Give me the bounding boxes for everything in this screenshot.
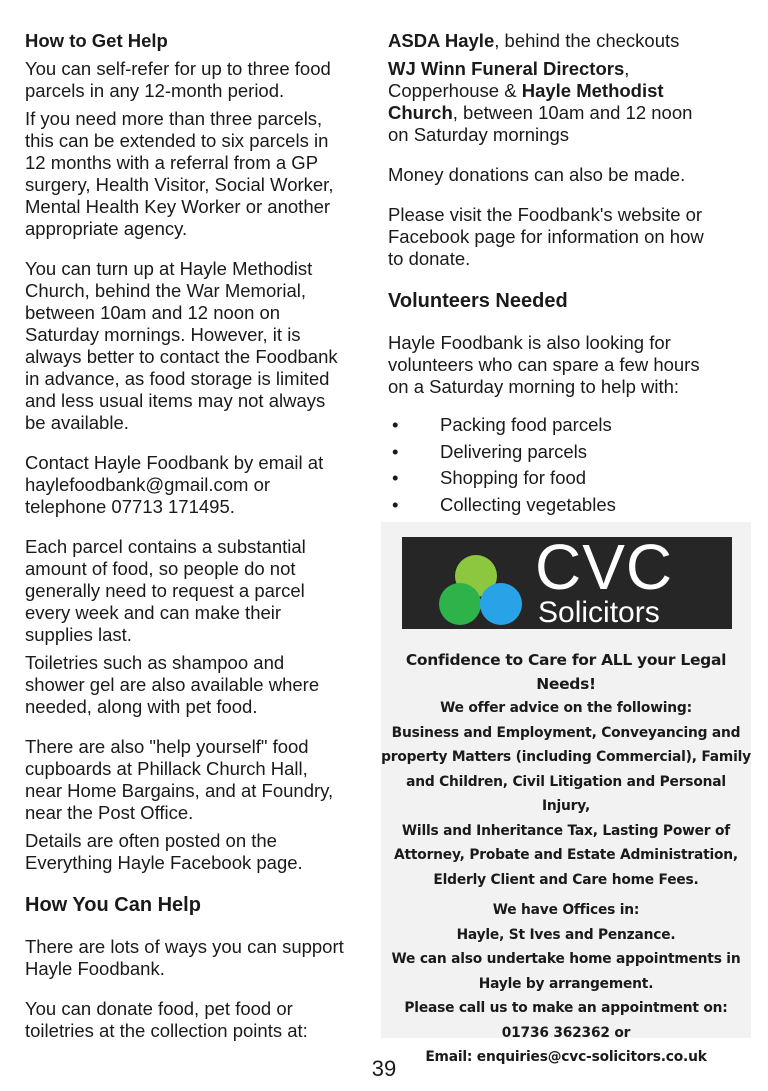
bullet-icon: • [392,493,399,515]
cvc-logo [402,531,732,629]
volunteers-heading: Volunteers Needed [388,290,568,312]
how-you-can-help-heading: How You Can Help [25,894,201,916]
winn-collection-point: WJ Winn Funeral Directors, Copperhouse & Hayle Methodist Church, between 10am and 12 noon on Saturday mornings [388,58,693,145]
list-item: • Shopping for food [388,465,748,492]
advert-tagline: Confidence to Care for ALL your Legal Needs! [405,651,727,693]
blue-circle-icon [480,583,522,625]
bullet-icon: • [392,440,399,462]
bullet-icon: • [392,467,399,488]
volunteer-task-list [388,412,748,518]
cvc-solicitors-advert [381,522,751,1065]
advert-email[interactable]: Email: enquiries@cvc-solicitors.co.uk [425,1049,707,1065]
advert-text: Confidence to Care for ALL your Legal Needs! We offer advice on the following: Business and Employment, Conveyancing and property Matters (including Commercial), Family and Children, Civil Litigation and Personal Injury, Wills and Inheritance Tax, Lasting Power of Attorney, Probate and Estate Administration, Elderly Client and Care home Fees. We have Offices in: Hayle, St Ives and Penzance. We can also undertake home appointments in Hayle by arrangement. Please call us to make an appointment on: 01736 362362 or Email: enquiries@cvc-solicitors.co.uk [381,648,751,1070]
parcel-contents-paragraph: Each parcel contains a substantial amount of food, so people do not generally need to request a parcel every week and can make their supplies last. [25,536,306,645]
list-item: • Collecting vegetables [388,492,748,519]
volunteers-paragraph: Hayle Foodbank is also looking for volunteers who can spare a few hours on a Saturday morning to help with: [388,332,700,397]
email-link[interactable]: haylefoodbank@gmail.com or [25,474,271,495]
advert-phone[interactable]: 01736 362362 or [501,1024,631,1041]
logo-solicitors-text: Solicitors [538,596,660,629]
right-column [388,30,748,518]
support-paragraph: There are lots of ways you can support Hayle Foodbank. [25,936,344,979]
list-item: • Delivering parcels [388,439,748,466]
how-to-get-help-heading: How to Get Help [25,30,168,51]
bullet-icon: • [392,414,399,435]
more-parcels-paragraph: If you need more than three parcels, this can be extended to six parcels in 12 months with a referral from a GP surgery, Health Visitor, Social Worker, Mental Health Key Worker or another appropriate agency. [25,108,334,239]
details-paragraph: Details are often posted on the Everything Hayle Facebook page. [25,830,303,873]
dark-green-circle-icon [439,583,481,625]
list-item: • Packing food parcels [388,412,748,439]
toiletries-paragraph: Toiletries such as shampoo and shower gel are also available where needed, along with pet food. [25,652,320,717]
page-number: 39 [371,1056,397,1081]
offices-heading: We have Offices in: [492,902,640,918]
money-donations-paragraph: Money donations can also be made. [388,164,686,185]
help-yourself-paragraph: There are also "help yourself" food cupboards at Phillack Church Hall, near Home Bargains, and at Foundry, near the Post Office. [25,736,334,823]
asda-collection-point: ASDA Hayle, behind the checkouts [388,30,680,51]
logo-cvc-text: CVC [535,531,674,603]
visit-website-paragraph: Please visit the Foodbank's website or Facebook page for information on how to donate. [388,204,704,269]
contact-paragraph: Contact Hayle Foodbank by email at haylefoodbank@gmail.com or telephone 07713 171495. [25,452,324,517]
self-refer-paragraph: You can self-refer for up to three food parcels in any 12-month period. [25,58,331,101]
turn-up-paragraph: You can turn up at Hayle Methodist Church, behind the War Memorial, between 10am and 12 noon on Saturday mornings. However, it is always better to contact the Foodbank in advance, as food storage is limited and less usual items may not always be available. [25,258,338,433]
donate-paragraph: You can donate food, pet food or toiletries at the collection points at: [25,998,308,1041]
advice-intro: We offer advice on the following: [440,700,692,716]
left-column [25,30,377,1042]
